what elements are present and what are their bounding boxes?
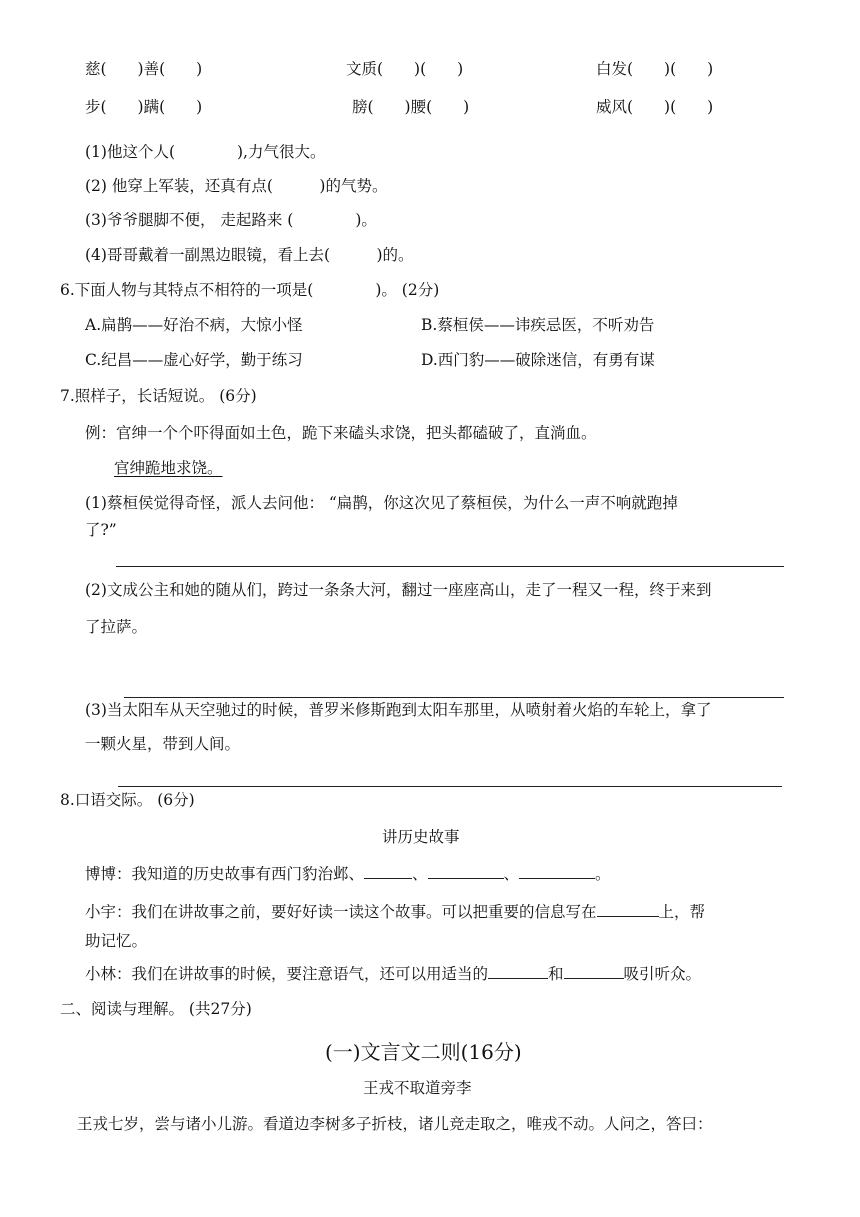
item-1-line-2: 了?”	[85, 521, 117, 539]
item-2-line-1: (2)文成公主和她的随从们，跨过一条条大河，翻过一座座高山，走了一程又一程，终于来到	[85, 581, 712, 599]
xiaoyu-mid: 上，帮	[658, 903, 706, 921]
question-7-stem: 7.照样子，长话短说。 (6分)	[60, 387, 257, 405]
question-6-stem: 6.下面人物与其特点不相符的一项是( )。 (2分)	[60, 281, 440, 299]
bobo-sep-2: 、	[503, 865, 520, 883]
bobo-blank-1[interactable]	[364, 866, 412, 879]
word-pair-3: 白发( )( )	[596, 60, 714, 78]
dialogue-title: 讲历史故事	[382, 828, 460, 846]
dialogue-xiaoyu-line-2: 助记忆。	[85, 932, 148, 950]
word-pair-5: 膀( )腰( )	[352, 98, 470, 116]
example-sentence: 例：官绅一个个吓得面如土色，跪下来磕头求饶，把头都磕破了，直淌血。	[85, 424, 597, 442]
fill-sentence-4: (4)哥哥戴着一副黑边眼镜，看上去( )的。	[85, 246, 414, 264]
subsection-heading: (一)文言文二则(16分)	[325, 1040, 522, 1064]
dialogue-xiaoyu	[85, 904, 705, 921]
xiaolin-mid: 和	[548, 965, 564, 983]
xiaolin-blank-2[interactable]	[564, 966, 624, 979]
passage-line-1: 王戎七岁，尝与诸小儿游。看道边李树多子折枝，诸儿竞走取之，唯戎不动。人问之，答曰：	[77, 1115, 713, 1133]
item-1-line-1: (1)蔡桓侯觉得奇怪，派人去问他： “扁鹊，你这次见了蔡桓侯，为什么一声不响就跑掉	[85, 494, 678, 512]
answer-line-3[interactable]	[118, 786, 782, 787]
option-a: A.扁鹊——好治不病，大惊小怪	[85, 316, 303, 334]
dialogue-xiaolin	[85, 966, 701, 983]
fill-sentence-1: (1)他这个人( ),力气很大。	[85, 143, 326, 161]
word-pair-4: 步( )蹒( )	[85, 98, 203, 116]
option-b: B.蔡桓侯——讳疾忌医，不听劝告	[421, 316, 655, 334]
xiaolin-text: 小林：我们在讲故事的时候，要注意语气，还可以用适当的	[85, 965, 489, 983]
bobo-blank-3[interactable]	[519, 866, 595, 879]
question-8-stem: 8.口语交际。 (6分)	[60, 791, 195, 809]
bobo-sep-1: 、	[412, 865, 428, 883]
fill-sentence-3: (3)爷爷腿脚不便， 走起路来 ( )。	[85, 211, 377, 229]
item-2-line-2: 了拉萨。	[85, 618, 148, 636]
passage-title: 王戎不取道旁李	[363, 1079, 472, 1097]
xiaolin-end: 吸引听众。	[623, 965, 702, 983]
xiaoyu-blank[interactable]	[597, 904, 659, 917]
word-pair-1: 慈( )善( )	[85, 60, 203, 78]
answer-line-2[interactable]	[124, 697, 784, 698]
bobo-text: 博博：我知道的历史故事有西门豹治邺、	[85, 865, 365, 883]
item-3-line-1: (3)当太阳车从天空驰过的时候，普罗米修斯跑到太阳车那里，从喷射着火焰的车轮上，拿了	[85, 701, 712, 719]
word-pair-6: 威风( )( )	[596, 98, 714, 116]
bobo-end: 。	[595, 865, 611, 883]
xiaolin-blank-1[interactable]	[488, 966, 548, 979]
section-2-heading: 二、阅读与理解。 (共27分)	[60, 1000, 252, 1018]
fill-sentence-2: (2) 他穿上军装，还真有点( )的气势。	[85, 177, 388, 195]
answer-line-1[interactable]	[116, 566, 784, 567]
option-d: D.西门豹——破除迷信，有勇有谋	[421, 351, 655, 369]
xiaoyu-text: 小宇：我们在讲故事之前，要好好读一读这个故事。可以把重要的信息写在	[85, 903, 597, 921]
option-c: C.纪昌——虚心好学，勤于练习	[85, 351, 303, 369]
item-3-line-2: 一颗火星，带到人间。	[85, 735, 241, 753]
dialogue-bobo	[85, 866, 611, 883]
example-answer: 官绅跪地求饶。	[114, 459, 223, 477]
bobo-blank-2[interactable]	[428, 866, 504, 879]
word-pair-2: 文质( )( )	[346, 60, 464, 78]
